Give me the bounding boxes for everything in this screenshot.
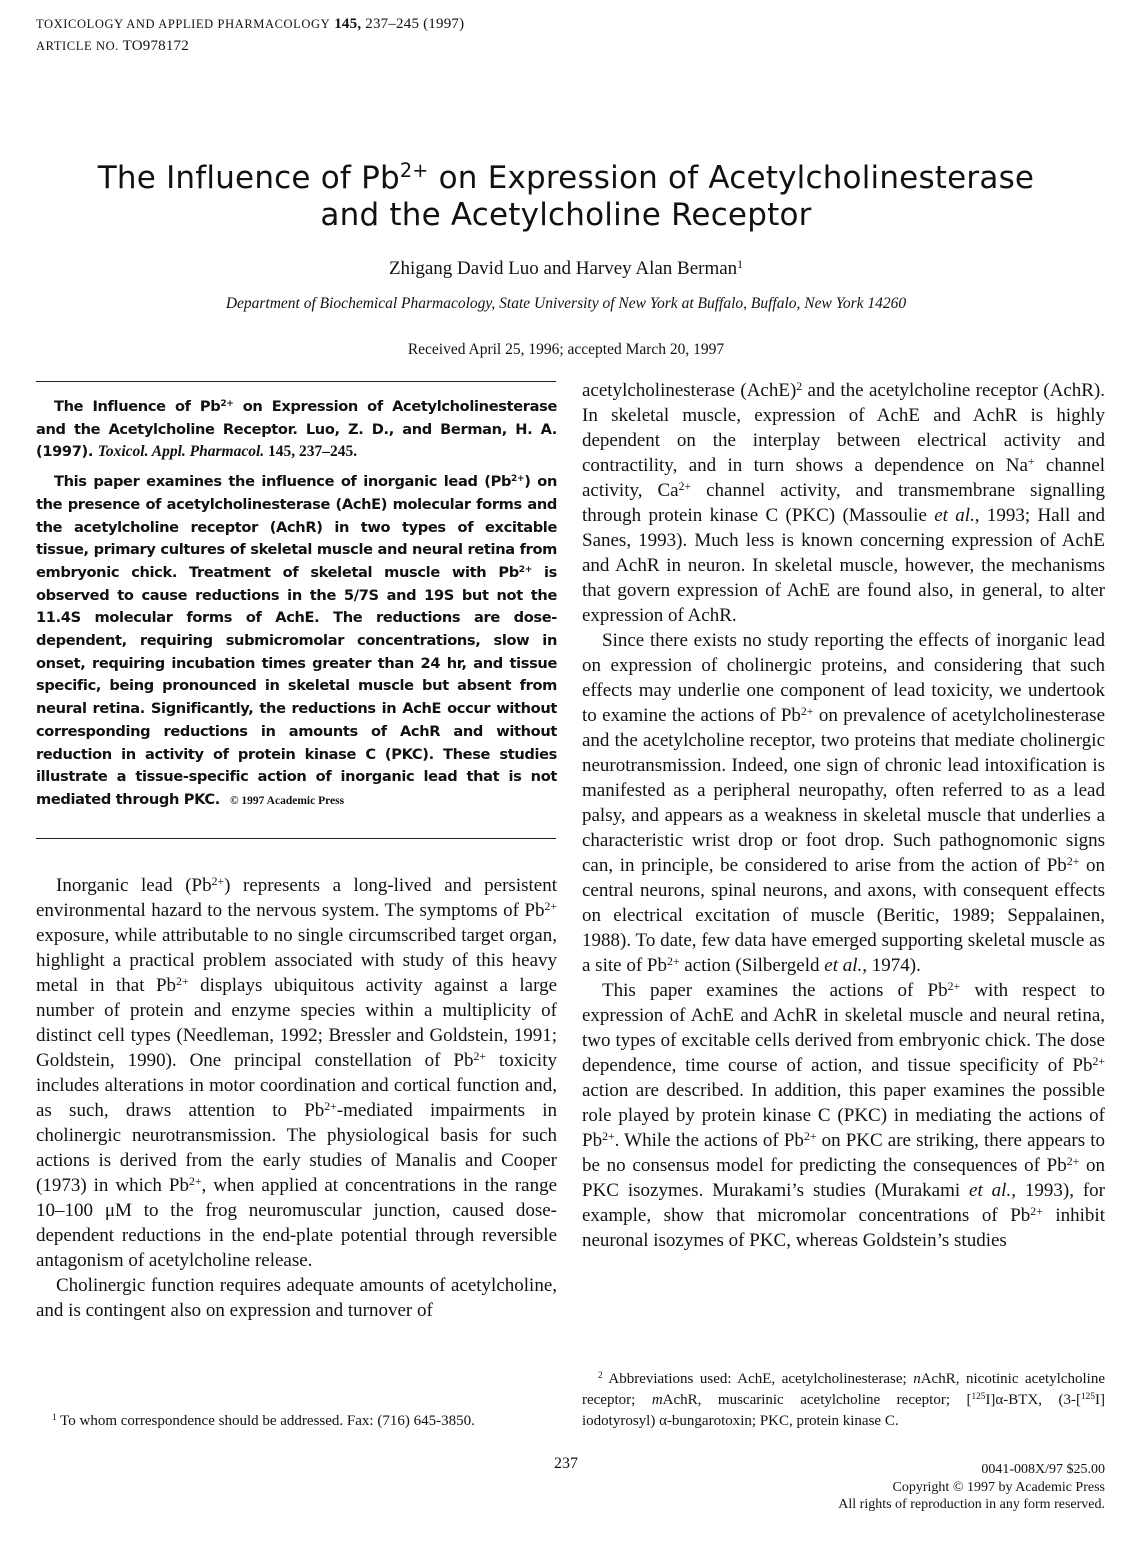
body-text: action are described. In addition, this paper examines the possible role played by protein kinase C (PKC) in mediating the actions of Pb xyxy=(582,1080,1105,1151)
abstract-citation xyxy=(36,396,557,464)
author-list xyxy=(0,258,1132,280)
body-superscript: 2+ xyxy=(678,479,692,493)
article-number-line xyxy=(36,35,464,57)
body-superscript: 2+ xyxy=(188,1174,202,1188)
running-head xyxy=(36,13,464,57)
body-text: inhibit neuronal isozymes of PKC, whereas Goldstein’s studies xyxy=(582,1205,1105,1251)
body-superscript: 2+ xyxy=(1066,854,1080,868)
body-text: Inorganic lead (Pb xyxy=(56,875,212,896)
intro-paragraph-4 xyxy=(582,978,1105,1253)
body-italic: et al., xyxy=(824,955,868,976)
abstract xyxy=(36,396,557,813)
body-text: -mediated impairments in cholinergic neurotransmission. The physiological basis for such actions is derived from the early studies of Manalis and Cooper (1973) in which Pb xyxy=(36,1100,557,1196)
body-superscript: 2+ xyxy=(1092,1054,1105,1068)
body-text: exposure, while attributable to no single circumscribed target organ, highlight a practical problem associated with study of this heavy metal in that Pb xyxy=(36,925,557,996)
body-text: channel activity, and transmembrane signalling through protein kinase C (PKC) (Massoulie xyxy=(582,480,1105,526)
citation-superscript: 2+ xyxy=(220,399,234,410)
footnote-superscript: 125 xyxy=(971,1391,986,1402)
citation-text: on Expression of Acetylcholinesterase and the Acetylcholine Receptor. Luo, Z. D., and Berman, H. A. (1997). xyxy=(36,398,557,461)
title-text: on Expression of Acetylcholinesterase xyxy=(428,160,1035,196)
body-text: 1993; Hall and Sanes, 1993). Much less is known concerning expression of AchE and AchR in neuron. In skeletal muscle, however, the mechanisms that govern expression of AchE are found also, in general, to alter expression of AchR. xyxy=(582,505,1105,626)
body-superscript: 2+ xyxy=(947,979,961,993)
body-text: 1974). xyxy=(867,955,921,976)
title-line2: and the Acetylcholine Receptor xyxy=(320,197,812,233)
footnote-text: Abbreviations used: AchE, acetylcholinesterase; xyxy=(602,1371,914,1387)
intro-paragraph-2: Cholinergic function requires adequate amounts of acetylcholine, and is contingent also on expression and turnover of xyxy=(36,1275,557,1321)
body-text: acetylcholinesterase (AchE) xyxy=(582,380,797,401)
footnote-italic: m xyxy=(651,1392,663,1408)
right-column-body xyxy=(582,378,1105,1253)
body-superscript: 2+ xyxy=(666,954,680,968)
body-text: 1993), for example, show that micromolar concentrations of Pb xyxy=(582,1180,1106,1226)
title-superscript: 2+ xyxy=(399,159,429,183)
journal-name: TOXICOLOGY AND APPLIED PHARMACOLOGY xyxy=(36,17,331,31)
body-text: on central neurons, spinal neurons, and axons, with consequent effects on electrical excitation of muscle (Beritic, 1989; Seppalainen, 1988). To date, few data have emerged supporting skeletal muscle as a site of Pb xyxy=(582,855,1106,976)
abstract-copyright: © 1997 Academic Press xyxy=(229,794,345,807)
intro-paragraph-2-cont xyxy=(582,378,1105,628)
body-text: with respect to expression of AchE and AchR in skeletal muscle and neural retina, two types of excitable cells derived from embryonic chick. The dose dependence, time course of action, and tissue specificity of Pb xyxy=(582,980,1105,1076)
footnote-mark: 1 xyxy=(52,1412,57,1423)
footnote-2 xyxy=(582,1369,1105,1432)
footnote-text: AchR, nicotinic acetylcholine receptor; xyxy=(582,1371,1105,1408)
left-column-body xyxy=(36,873,557,1323)
footnote-1 xyxy=(36,1411,557,1432)
body-superscript: 2+ xyxy=(176,974,189,988)
body-text: toxicity includes alterations in motor coordination and cortical function and, as such, draws attention to Pb xyxy=(36,1050,557,1121)
footnote-superscript: 125 xyxy=(1081,1391,1095,1402)
intro-paragraph-3 xyxy=(582,628,1105,978)
body-superscript: 2+ xyxy=(1030,1204,1043,1218)
body-superscript: 2+ xyxy=(803,1129,817,1143)
footnote-italic: n xyxy=(913,1371,921,1387)
abstract-text: This paper examines the influence of inorganic lead (Pb xyxy=(54,473,512,491)
body-text: on PKC isozymes. Murakami’s studies (Murakami xyxy=(582,1155,1106,1201)
paper-title xyxy=(0,160,1132,234)
journal-citation xyxy=(36,13,464,35)
journal-volume: 145, xyxy=(334,16,362,32)
journal-pages-year: 237–245 (1997) xyxy=(365,16,465,32)
body-superscript: 2+ xyxy=(211,874,225,888)
body-text: ) represents a long-lived and persistent environmental hazard to the nervous system. The symptoms of Pb xyxy=(36,875,557,921)
copyright-line: Copyright © 1997 by Academic Press xyxy=(892,1479,1105,1495)
page-number: 237 xyxy=(554,1455,578,1472)
received-dates: Received April 25, 1996; accepted March 20, 1997 xyxy=(407,341,725,358)
body-text: displays ubiquitous activity against a large number of protein and enzyme species within a multiplicity of distinct cell types (Needleman, 1992; Bressler and Goldstein, 1991; Goldstein, 1990). One principal constellation of Pb xyxy=(36,975,557,1071)
footnote-text: AchR, muscarinic acetylcholine receptor; [ xyxy=(662,1392,972,1408)
rights-line: All rights of reproduction in any form reserved. xyxy=(838,1497,1105,1512)
citation-text: The Influence of Pb xyxy=(54,398,221,415)
body-text: This paper examines the actions of Pb xyxy=(602,980,948,1001)
body-text: channel activity, Ca xyxy=(582,455,1105,501)
body-superscript: 2+ xyxy=(1066,1154,1080,1168)
footnote-mark: 2 xyxy=(598,1370,603,1381)
author-names: Zhigang David Luo and Harvey Alan Berman xyxy=(388,258,738,279)
affiliation: Department of Biochemical Pharmacology, State University of New York at Buffalo, Buffalo, New York 14260 xyxy=(225,295,907,312)
body-superscript: 2+ xyxy=(324,1099,337,1113)
abstract-bottom-rule xyxy=(36,838,556,839)
body-superscript: 2+ xyxy=(473,1049,486,1063)
article-no: TO978172 xyxy=(122,38,189,54)
price-code: 0041-008X/97 $25.00 xyxy=(981,1462,1105,1477)
abstract-top-rule xyxy=(36,381,556,382)
body-text: Since there exists no study reporting the effects of inorganic lead on expression of cholinergic proteins, and considering that such effects may underlie one component of lead toxicity, we undertook to examine the actions of Pb xyxy=(582,630,1105,726)
body-text: on prevalence of acetylcholinesterase and the acetylcholine receptor, two proteins that mediate cholinergic neurotransmission. Indeed, one sign of chronic lead intoxification is manifested as a peripheral neuropathy, often referred to as a lead palsy, and appears as a weakness in skeletal muscle that underlies a characteristic wrist drop or foot drop. Such pathognomonic signs can, in principle, be considered to arise from the action of Pb xyxy=(582,705,1106,876)
body-text: on PKC are striking, there appears to be no consensus model for predicting the consequences of Pb xyxy=(582,1130,1105,1176)
body-superscript: + xyxy=(1027,454,1035,468)
copyright-block xyxy=(838,1461,1105,1514)
body-text: . While the actions of Pb xyxy=(614,1130,804,1151)
citation-journal: Toxicol. Appl. Pharmacol. xyxy=(97,443,265,461)
footnote-text: I]α-BTX, (3-[ xyxy=(985,1392,1082,1408)
abstract-superscript: 2+ xyxy=(518,564,532,575)
citation-volume-pages: 145, 237–245. xyxy=(264,443,358,461)
body-superscript: 2+ xyxy=(544,899,557,913)
footnote-text: To whom correspondence should be addressed. Fax: (716) 645-3850. xyxy=(56,1413,475,1429)
abstract-text: is observed to cause reductions in the 5/7S and 19S but not the 11.4S molecular forms of AchE. The reductions are dose-dependent, requiring submicromolar concentrations, slow in onset, requiring incubation times greater than 24 hr, and tissue specific, being pronounced in skeletal muscle but absent from neural retina. Significantly, the reductions in AchE occur without corresponding reductions in amounts of AchR and without reduction in activity of protein kinase C (PKC). These studies illustrate a tissue-specific action of inorganic lead that is not mediated through PKC. xyxy=(36,563,557,808)
author-footnote-mark: 1 xyxy=(737,257,744,271)
abstract-superscript: 2+ xyxy=(511,474,525,485)
body-italic: et al., xyxy=(934,505,980,526)
body-superscript: 2+ xyxy=(602,1129,615,1143)
title-text: The Influence of Pb xyxy=(97,160,400,196)
body-italic: et al., xyxy=(969,1180,1016,1201)
body-superscript: 2+ xyxy=(800,704,814,718)
title-line1 xyxy=(98,160,1034,196)
footnote-ref-2[interactable]: 2 xyxy=(796,379,803,393)
body-text: action (Silbergeld xyxy=(679,955,825,976)
body-text: and the acetylcholine receptor (AchR). In skeletal muscle, expression of AchE and AchR is highly dependent on the interplay between electrical activity and contractility, and in turn shows a dependence on Na xyxy=(582,380,1106,476)
intro-paragraph-1 xyxy=(36,873,557,1273)
body-text: , when applied at concentrations in the range 10–100 μM to the frog neuromuscular junction, caused dose-dependent reductions in the end-plate potential through reversible antagonism of acetylcholine release. xyxy=(36,1175,558,1271)
abstract-body xyxy=(36,471,557,813)
footnote-text: I] iodotyrosyl) α-bungarotoxin; PKC, protein kinase C. xyxy=(582,1392,1105,1429)
abstract-text: ) on the presence of acetylcholinesterase (AchE) molecular forms and the acetylcholine receptor (AchR) in two types of excitable tissue, primary cultures of skeletal muscle and neural retina from embryonic chick. Treatment of skeletal muscle with Pb xyxy=(36,473,557,581)
article-no-label: ARTICLE NO. xyxy=(36,39,119,53)
